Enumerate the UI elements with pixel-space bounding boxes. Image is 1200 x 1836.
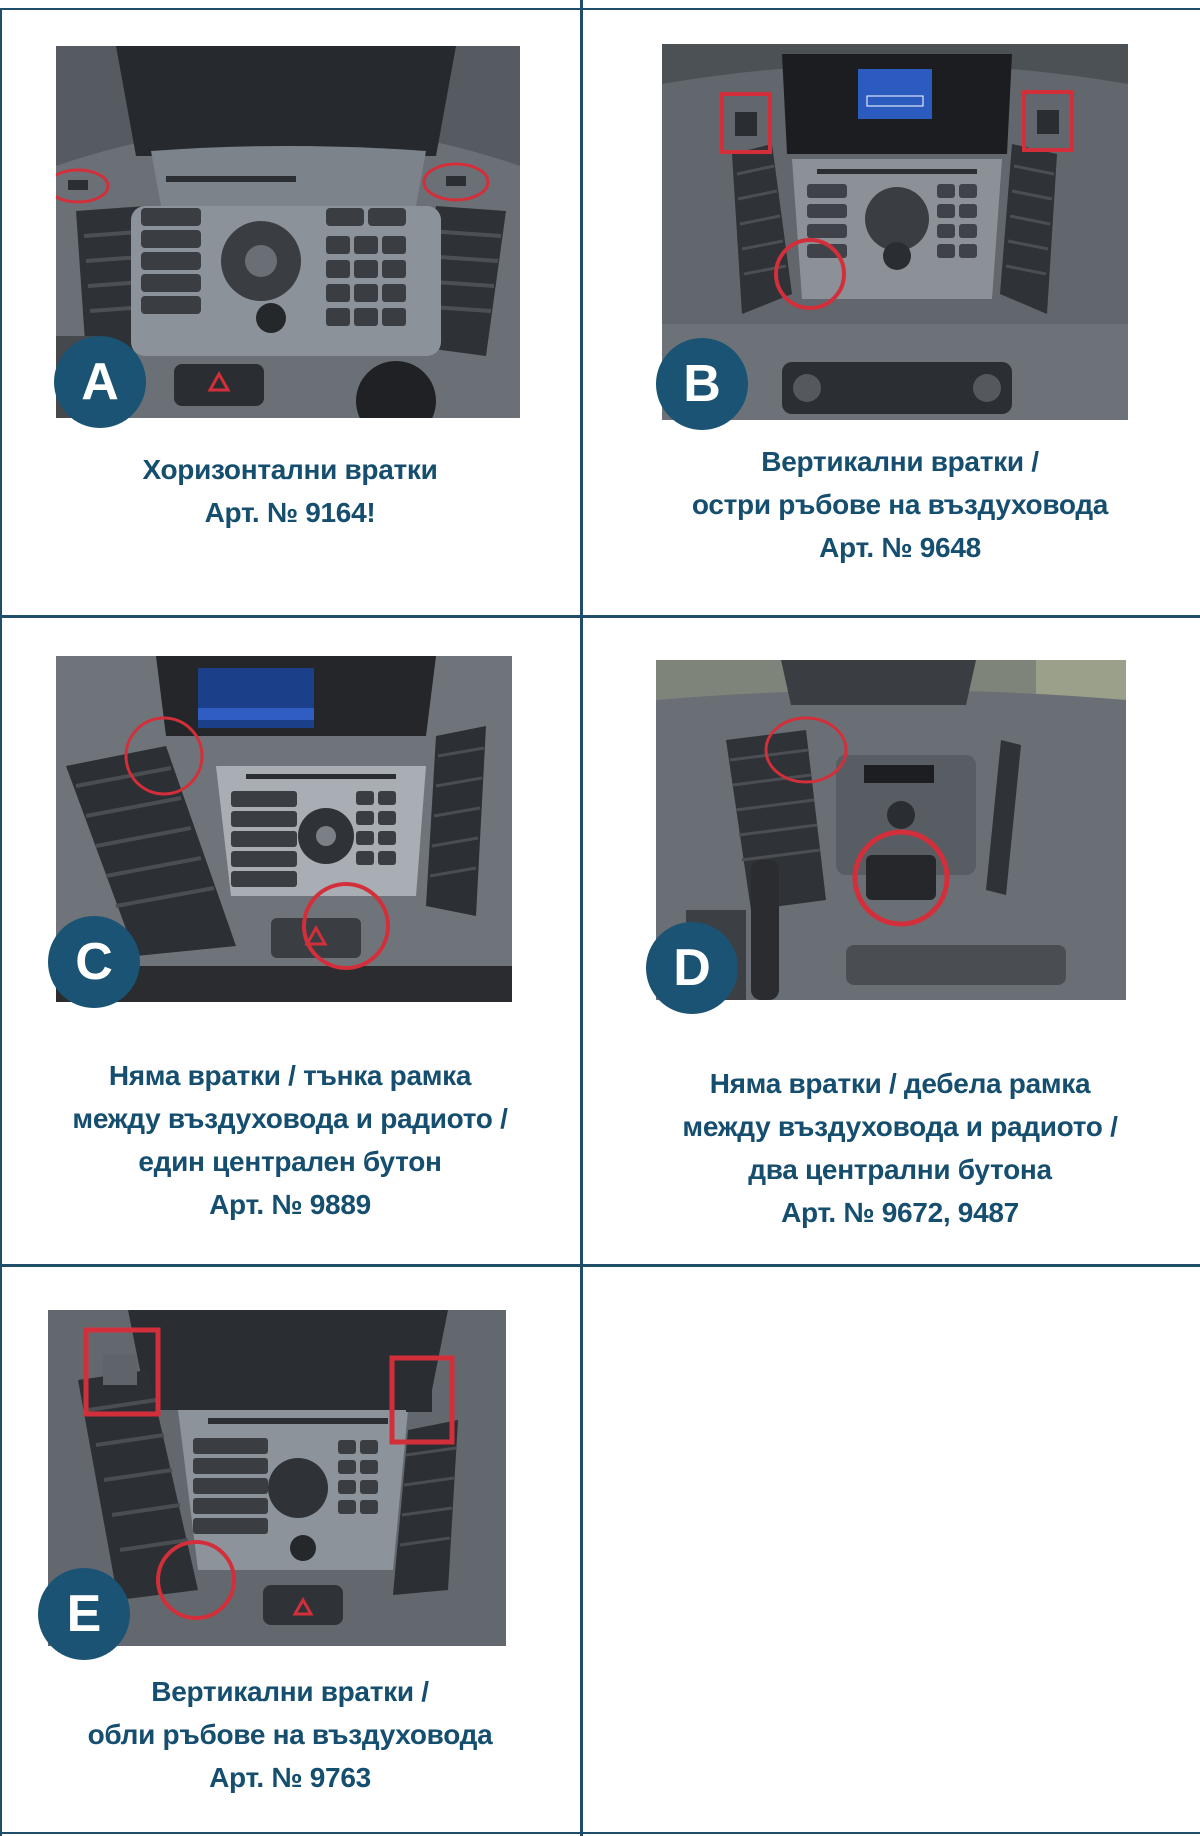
panel-empty (583, 1267, 1200, 1832)
caption-a-line-1: Хоризонтални вратки (142, 454, 438, 485)
caption-b-line-2: остри ръбове на въздуховода (691, 489, 1109, 520)
caption-c-line-4: Арт. № 9889 (209, 1189, 371, 1220)
caption-a-line-2: Арт. № 9164! (204, 497, 376, 528)
caption-a (40, 448, 540, 534)
caption-e-line-1: Вертикални вратки / (151, 1676, 429, 1707)
caption-b-line-1: Вертикални вратки / (761, 446, 1039, 477)
badge-e: E (38, 1568, 130, 1660)
badge-d: D (646, 922, 738, 1014)
caption-e (30, 1670, 550, 1799)
caption-d-line-4: Арт. № 9672, 9487 (781, 1197, 1019, 1228)
grid-line-left (0, 8, 2, 1836)
badge-b: B (656, 338, 748, 430)
grid-line-bottom (0, 1832, 1200, 1834)
caption-d-line-1: Няма вратки / дебела рамка (709, 1068, 1091, 1099)
badge-c: C (48, 916, 140, 1008)
badge-a: A (54, 336, 146, 428)
caption-e-line-3: Арт. № 9763 (209, 1762, 371, 1793)
grid-line-row1 (0, 615, 1200, 618)
caption-c-line-3: един централен бутон (138, 1146, 442, 1177)
caption-e-line-2: обли ръбове на въздуховода (87, 1719, 493, 1750)
caption-d (630, 1062, 1170, 1234)
caption-b-line-3: Арт. № 9648 (819, 532, 981, 563)
caption-c (20, 1054, 560, 1226)
caption-d-line-3: два централни бутона (748, 1154, 1052, 1185)
caption-d-line-2: между въздуховода и радиото / (682, 1111, 1118, 1142)
caption-c-line-1: Няма вратки / тънка рамка (108, 1060, 472, 1091)
caption-c-line-2: между въздуховода и радиото / (72, 1103, 508, 1134)
grid-line-top (0, 8, 1200, 10)
caption-b (640, 440, 1160, 569)
